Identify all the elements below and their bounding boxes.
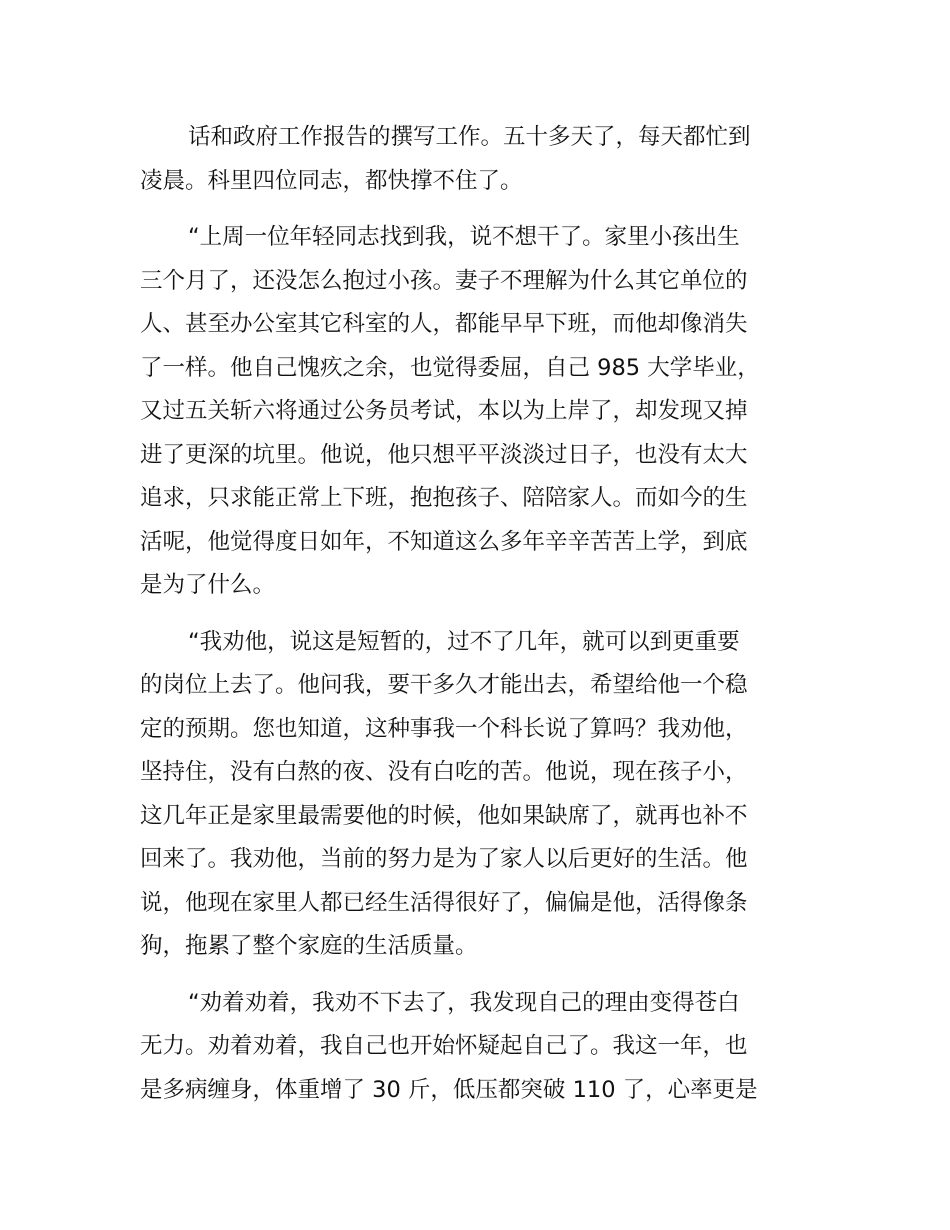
text-line: 凌晨。科里四位同志，都快撑不住了。: [140, 167, 523, 194]
text-line: “劝着劝着，我劝不下去了，我发现自己的理由变得苍白: [188, 989, 740, 1016]
text-line: 这几年正是家里最需要他的时候，他如果缺席了，就再也补不: [140, 802, 748, 829]
text-line: “上周一位年轻同志找到我，说不想干了。家里小孩出生: [188, 224, 740, 250]
text-line: 是为了什么。: [140, 572, 276, 598]
text-line: 又过五关斩六将通过公务员考试，本以为上岸了，却发现又掉: [140, 398, 748, 424]
text-line: 活呢，他觉得度日如年，不知道这么多年辛辛苦苦上学，到底: [140, 528, 748, 555]
text-line: 了一样。他自己愧疚之余，也觉得委屈，自己 985 大学毕业，: [140, 354, 760, 381]
paragraph-2: [140, 216, 820, 608]
text-line: 话和政府工作报告的撰写工作。五十多天了，每天都忙到: [188, 124, 751, 150]
paragraph-3: [140, 621, 820, 969]
text-line: 三个月了，还没怎么抱过小孩。妻子不理解为什么其它单位的: [140, 267, 748, 294]
text-line: 坚持住，没有白熬的夜、没有白吃的苦。他说，现在孩子小，: [140, 759, 748, 785]
text-line: 定的预期。您也知道，这种事我一个科长说了算吗？我劝他，: [140, 715, 748, 742]
text-line: 是多病缠身，体重增了 30 斤，低压都突破 110 了，心率更是: [140, 1076, 758, 1103]
text-line: 说，他现在家里人都已经生活得很好了，偏偏是他，活得像条: [140, 889, 748, 916]
paragraph-1: [140, 116, 820, 203]
text-line: 人、甚至办公室其它科室的人，都能早早下班，而他却像消失: [140, 311, 748, 337]
text-line: “我劝他，说这是短暂的，过不了几年，就可以到更重要: [188, 628, 740, 655]
text-line: 狗，拖累了整个家庭的生活质量。: [140, 933, 478, 959]
paragraph-4: [140, 982, 820, 1113]
text-line: 进了更深的坑里。他说，他只想平平淡淡过日子，也没有太大: [140, 441, 748, 468]
document-body: [140, 116, 820, 1125]
text-line: 的岗位上去了。他问我，要干多久才能出去，希望给他一个稳: [140, 672, 748, 698]
text-line: 追求，只求能正常上下班，抱抱孩子、陪陪家人。而如今的生: [140, 485, 748, 511]
text-line: 回来了。我劝他，当前的努力是为了家人以后更好的生活。他: [140, 846, 748, 872]
text-line: 无力。劝着劝着，我自己也开始怀疑起自己了。我这一年，也: [140, 1033, 748, 1059]
